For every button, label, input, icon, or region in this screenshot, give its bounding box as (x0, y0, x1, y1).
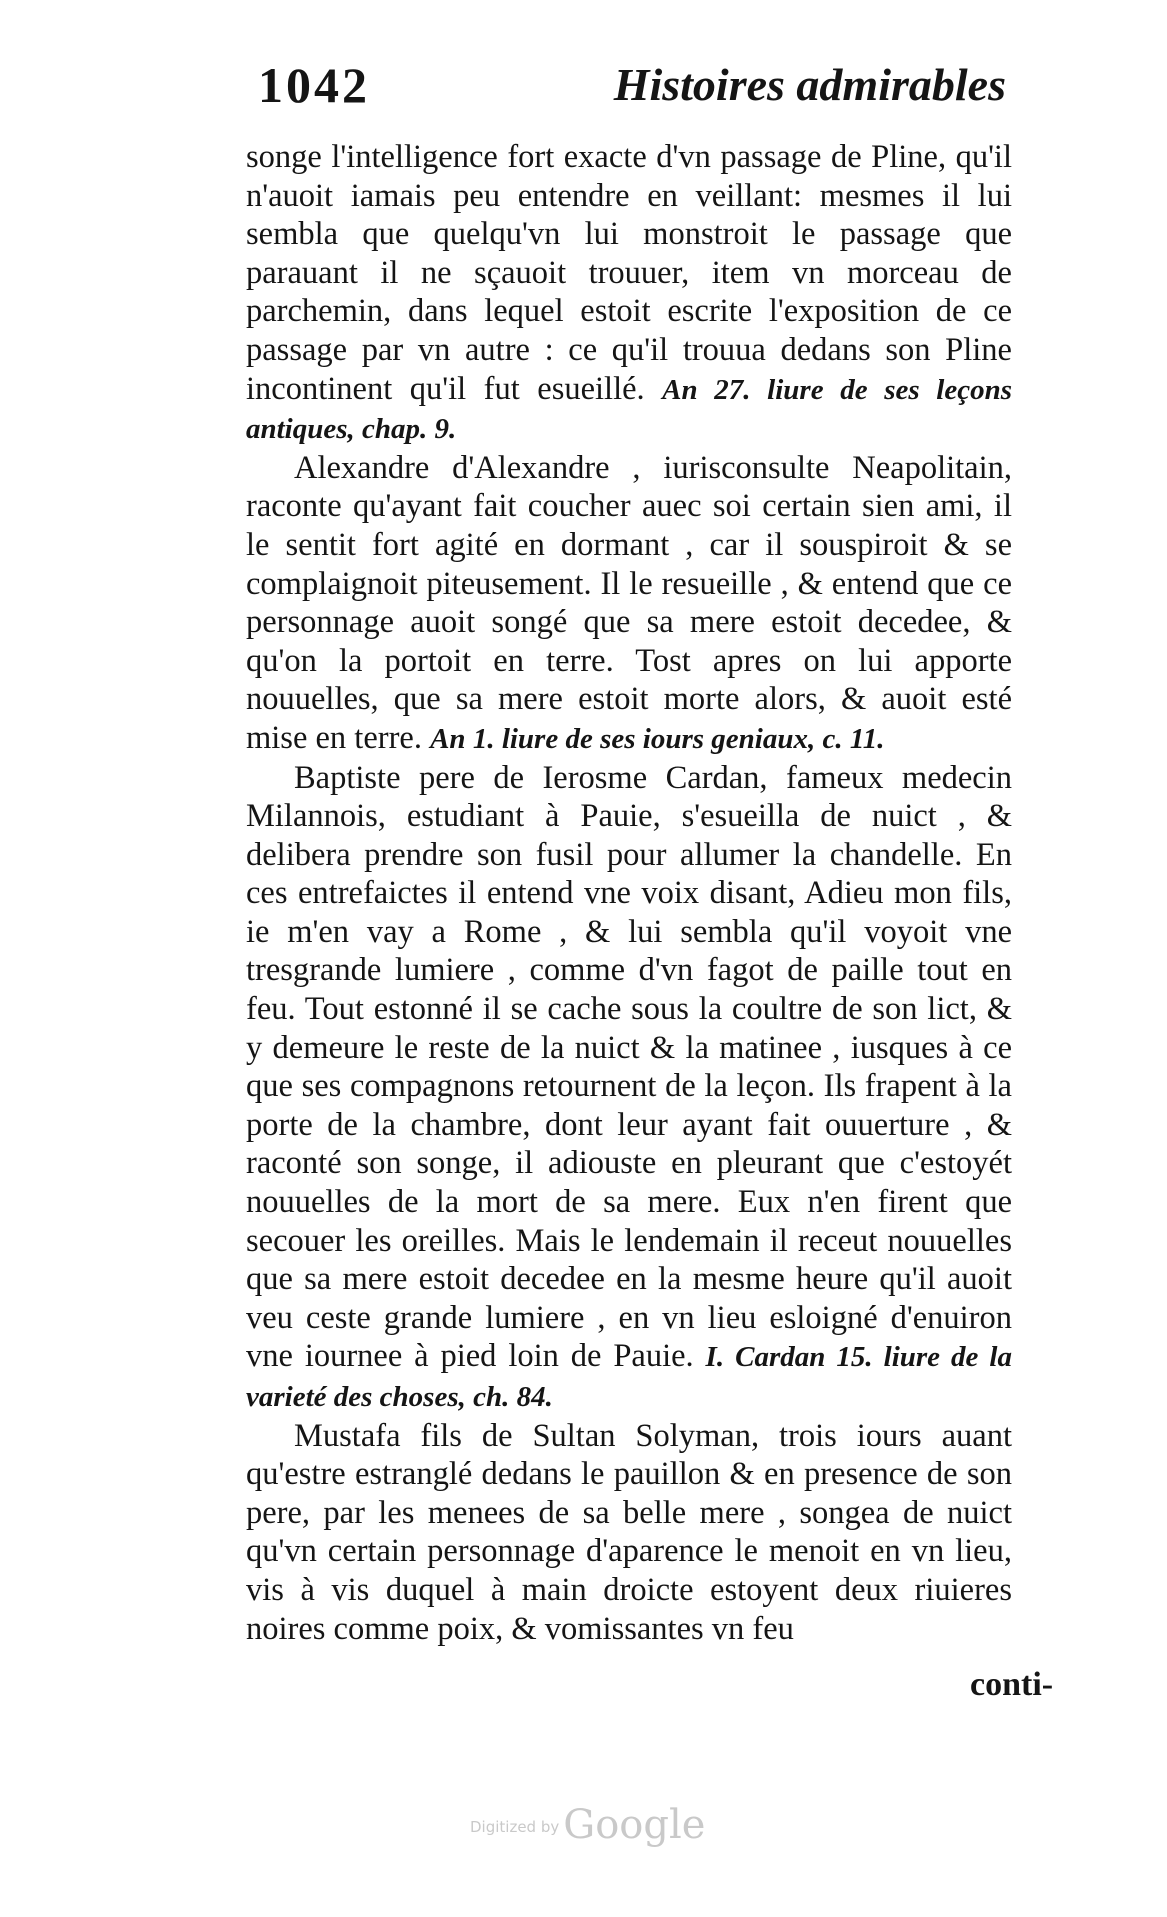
page-number: 1042 (258, 57, 370, 113)
paragraph-4 (246, 1417, 1012, 1649)
paragraph-text: Mustafa fils de Sultan Solyman, trois iours auant qu'estre estranglé dedans le pauillon & en presence de son pere, par les menees de sa belle mere , songea de nuict qu'vn certain personnage d'aparence le menoit en vn lieu, vis à vis duquel à main droicte estoyent deux riuieres noires comme poix, & vomissantes vn feu (246, 1417, 1012, 1647)
running-title: Histoires admirables (613, 59, 1006, 110)
paragraph-text: Alexandre d'Alexandre , iurisconsulte Neapolitain, raconte qu'ayant fait coucher auec soi certain sien ami, il le sentit fort agité en dormant , car il souspiroit & se complaignoit piteusement. Il le resueille , & entend que ce personnage auoit songé que sa mere estoit decedee, & qu'on la portoit en terre. Tost apres on lui apporte nouuelles, que sa mere estoit morte alors, & auoit esté mise en terre. (246, 449, 1012, 756)
citation: I. Cardan 15. liure de la varieté des choses, ch. 84. (246, 1341, 1012, 1413)
paragraph-1 (246, 138, 1012, 449)
paragraph-text: Baptiste pere de Ierosme Cardan, fameux medecin Milannois, estudiant à Pauie, s'esueilla de nuict , & delibera prendre son fusil pour allumer la chandelle. En ces entrefaictes il entend vne voix disant, Adieu mon fils, ie m'en vay a Rome , & lui sembla qu'il voyoit vne tresgrande lumiere , comme d'vn fagot de paille tout en feu. Tout estonné il se cache sous la coultre de son lict, & y demeure le reste de la nuict & la matinee , iusques à ce que ses compagnons retournent de la leçon. Ils frapent à la porte de la chambre, dont leur ayant fait ouuerture , & raconté son songe, il adiouste en pleurant que c'estoyét nouuelles de la mort de sa mere. Eux n'en firent que secouer les oreilles. Mais le lendemain il receut nouuelles que sa mere estoit decedee en la mesme heure qu'il auoit veu ceste grande lumiere , en vn lieu esloigné d'enuiron vne iournee à pied loin de Pauie. (246, 759, 1012, 1375)
paragraph-2 (246, 449, 1012, 759)
body-text (246, 138, 1012, 1648)
citation: An 27. liure de ses leçons antiques, chap. 9. (246, 373, 1012, 446)
citation: An 1. liure de ses iours geniaux, c. 11. (430, 722, 885, 755)
paragraph-3 (246, 759, 1012, 1417)
page-header (258, 52, 1006, 122)
digitization-watermark (470, 1802, 705, 1852)
catchword: conti- (970, 1666, 1054, 1703)
google-logo: Google (563, 1802, 706, 1848)
paragraph-text: songe l'intelligence fort exacte d'vn passage de Pline, qu'il n'auoit iamais peu entendre en veillant: mesmes il lui sembla que quelqu'vn lui monstroit le passage que parauant il ne sçauoit trouuer, item vn morceau de parchemin, dans lequel estoit escrite l'exposition de ce passage par vn autre : ce qu'il trouua dedans son Pline incontinent qu'il fut esueillé. (246, 139, 1012, 407)
watermark-prefix: Digitized by (470, 1818, 560, 1836)
